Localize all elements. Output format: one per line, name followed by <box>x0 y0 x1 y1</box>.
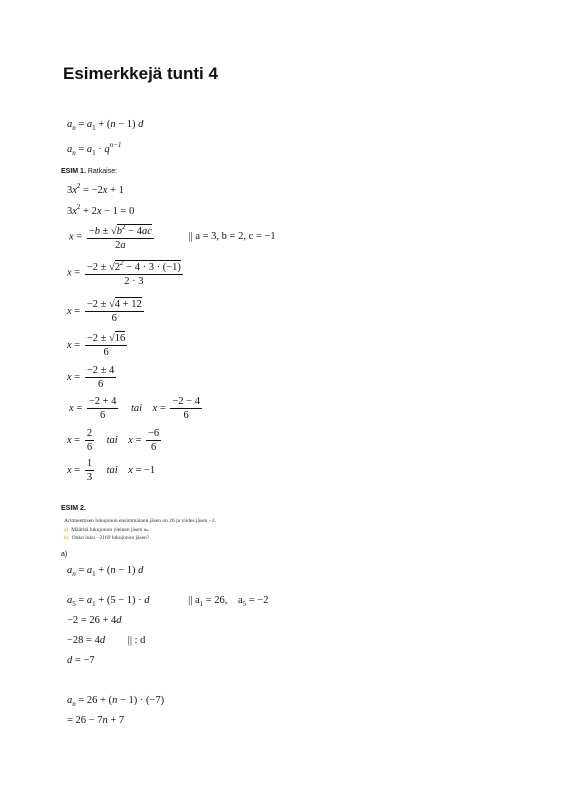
esim1-step-5: x = $\frac{-2 \pm √4 + 12}{6}$ <box>67 299 142 324</box>
esim2-task-a-marker: a) <box>64 526 69 533</box>
esim1-step-10: x = $\frac{1}{3}$ tai x = −1 <box>67 458 156 483</box>
esim2-task-a: Määritä lukujonon yleinen jäsen aₙ. <box>71 526 150 533</box>
esim2-line-2: $a_5 = a_1 + (5 - 1) \cdot d$ || $a_1 = 26$, $a_5 = -2$ <box>67 595 269 608</box>
esim2-heading <box>61 505 86 512</box>
formula-geometric: $a_n = a_1 \cdot q^{n-1}$ <box>67 141 122 157</box>
esim2-label: ESIM 2. <box>61 505 86 512</box>
esim2-line-4: −28 = 4d || : d <box>67 635 146 646</box>
esim1-step-3-note: || a = 3, b = 2, c = −1 <box>188 231 276 243</box>
esim2-part-a-label: a) <box>61 551 68 558</box>
esim1-label: ESIM 1. <box>61 168 86 175</box>
esim1-instruction: Ratkaise: <box>87 168 118 175</box>
esim2-task-b-marker: b) <box>64 535 69 541</box>
esim1-step-3: x = $\frac{-b \pm √b^2 - 4ac}{2a}$ || a = 3, b = 2, c = −1 <box>69 223 276 251</box>
esim1-step-6: x = $\frac{-2 \pm √16}{6}$ <box>67 333 126 358</box>
esim1-heading <box>61 168 117 175</box>
esim1-step-7: x = $\frac{-2 \pm 4}{6}$ <box>67 365 115 390</box>
esim2-line-7: = 26 − 7n + 7 <box>67 715 125 726</box>
esim1-step-1: $3x^2 = -2x + 1$ <box>67 182 124 196</box>
esim2-line-3: −2 = 26 + 4d <box>67 615 122 626</box>
esim2-task-intro: Aritmeettisen lukujonon ensimmäinen jäsen on 26 ja viides jäsen −2. <box>64 518 216 524</box>
esim2-line-5: d = −7 <box>67 655 95 666</box>
page-title: Esimerkkejä tunti 4 <box>63 64 218 83</box>
formula-arithmetic: $a_n = a_1 + (n - 1)$ d <box>67 119 144 132</box>
esim2-line-1: $a_n = a_1 + (n - 1)$ d <box>67 565 144 578</box>
esim2-line-6: $a_n = 26 + (n - 1) \cdot (-7)$ <box>67 695 165 708</box>
esim1-step-4: x = $\frac{-2 \pm √2^2 - 4 \cdot 3 \cdot (-1)}{2 \cdot 3}$ <box>67 259 181 287</box>
esim2-task <box>64 517 216 543</box>
esim1-step-2: $3x^2 + 2x - 1 = 0$ <box>67 203 135 217</box>
esim1-step-9: x = $\frac{2}{6}$ tai x = $\frac{-6}{6}$ <box>67 428 160 453</box>
esim1-step-8: x = $\frac{-2 + 4}{6}$ tai x = $\frac{-2 - 4}{6}$ <box>69 396 200 421</box>
esim2-task-b: Onko luku −2169 lukujonon jäsen? <box>71 535 150 541</box>
